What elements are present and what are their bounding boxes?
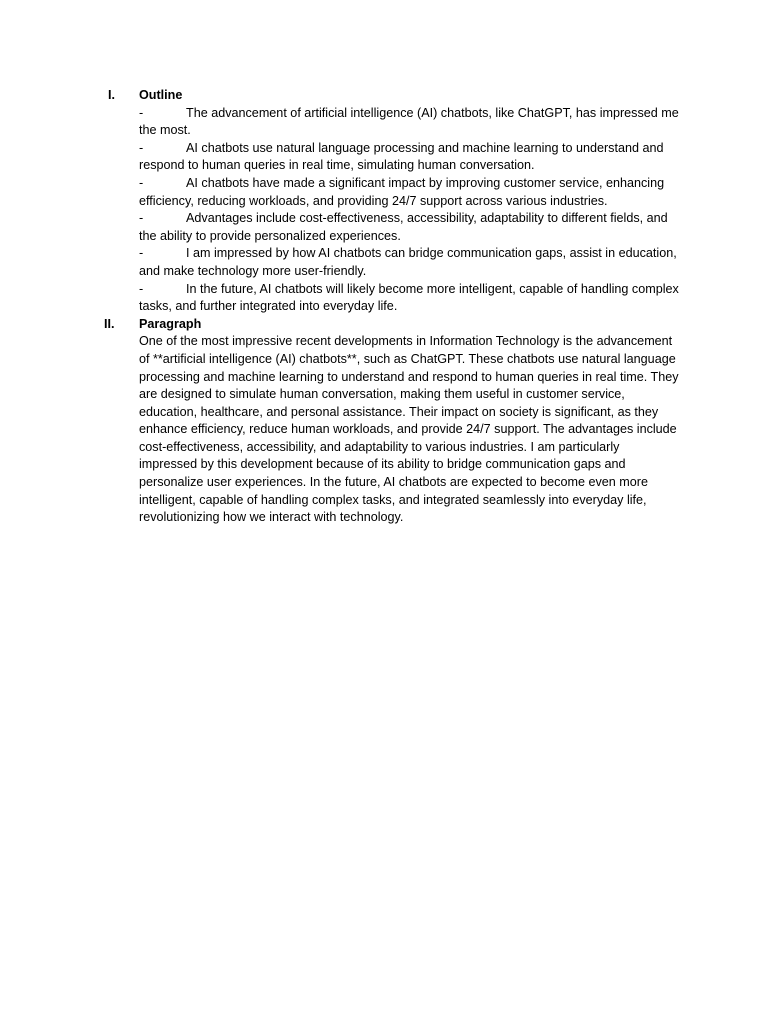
outline-item (139, 281, 679, 316)
outline-section (108, 87, 679, 316)
outline-item-text: The advancement of artificial intelligence (AI) chatbots, like ChatGPT, has impressed me the most. (139, 105, 679, 138)
paragraph-numeral: II. (104, 316, 115, 331)
paragraph-section (104, 316, 679, 527)
document-body (104, 87, 679, 527)
outline-item (139, 245, 679, 280)
outline-item-text: AI chatbots have made a significant impact by improving customer service, enhancing efficiency, reducing workloads, and providing 24/7 support across various industries. (139, 175, 665, 208)
outline-item-text: I am impressed by how AI chatbots can bridge communication gaps, assist in education, and make technology more user-friendly. (139, 246, 677, 278)
outline-list (139, 105, 679, 316)
bullet-dash: - (139, 105, 144, 120)
paragraph-body: One of the most impressive recent developments in Information Technology is the advancement of **artificial intelligence (AI) chatbots**, such as ChatGPT. These chatbots use natural language processing and machine learning to understand and respond to human queries in real time. They are designed to simulate human conversation, making them useful in customer service, education, healthcare, and personal assistance. Their impact on society is significant, as they enhance efficiency, reduce human workloads, and provide 24/7 support. The advantages include cost-effectiveness, accessibility, and adaptability to various industries. I am particularly impressed by this development because of its ability to bridge communication gaps and personalize user experiences. In the future, AI chatbots are expected to become even more intelligent, capable of handling complex tasks, and integrated seamlessly into everyday life, revolutionizing how we interact with technology. (139, 334, 679, 525)
bullet-dash: - (139, 140, 144, 155)
bullet-dash: - (139, 211, 144, 226)
bullet-dash: - (139, 281, 144, 296)
outline-item (139, 175, 679, 210)
outline-numeral: I. (108, 88, 115, 102)
outline-item-text: Advantages include cost-effectiveness, accessibility, adaptability to different fields, and the ability to provide personalized experiences. (139, 211, 668, 243)
outline-item (139, 210, 679, 245)
outline-item (139, 105, 679, 140)
outline-heading: Outline (139, 88, 183, 102)
outline-item (139, 140, 679, 175)
bullet-dash: - (139, 246, 144, 261)
outline-item-text: AI chatbots use natural language processing and machine learning to understand and respond to human queries in real time, simulating human conversation. (139, 140, 664, 173)
paragraph-heading: Paragraph (139, 316, 202, 331)
outline-item-text: In the future, AI chatbots will likely become more intelligent, capable of handling complex tasks, and further integrated into everyday life. (139, 281, 679, 314)
bullet-dash: - (139, 175, 144, 190)
